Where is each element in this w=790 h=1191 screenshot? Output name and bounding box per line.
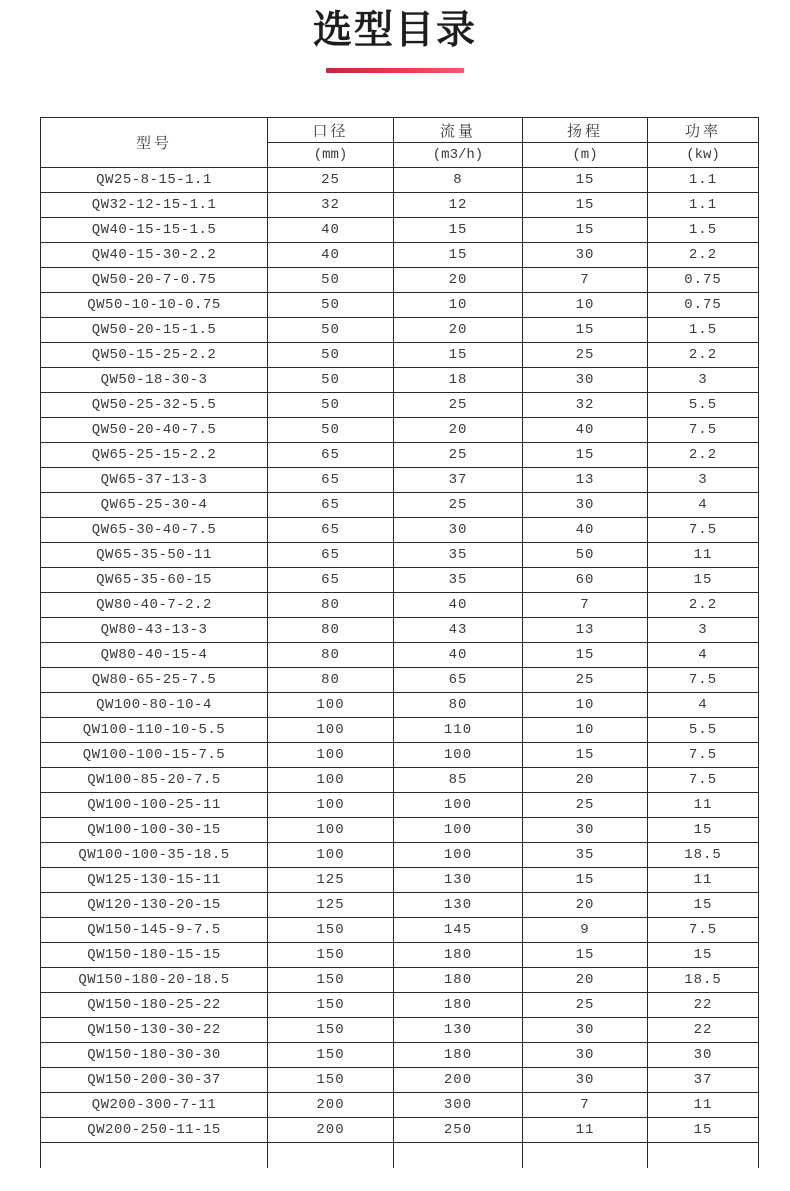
value-cell: 15: [523, 743, 648, 768]
value-cell: 25: [394, 393, 523, 418]
model-cell: QW40-15-15-1.5: [41, 218, 268, 243]
table-row: [41, 893, 759, 918]
value-cell: 7: [523, 593, 648, 618]
value-cell: 0.75: [648, 293, 759, 318]
table-row: [41, 968, 759, 993]
value-cell: 3: [648, 618, 759, 643]
value-cell: 150: [268, 918, 394, 943]
value-cell: 60: [523, 568, 648, 593]
table-row: [41, 318, 759, 343]
value-cell: 80: [268, 668, 394, 693]
value-cell: 40: [523, 418, 648, 443]
value-cell: 80: [268, 618, 394, 643]
value-cell: 2.2: [648, 443, 759, 468]
empty-cell: [523, 1143, 648, 1168]
header-flow-unit: (m3/h): [394, 143, 523, 168]
value-cell: 150: [268, 1068, 394, 1093]
value-cell: 130: [394, 868, 523, 893]
value-cell: 100: [268, 818, 394, 843]
value-cell: 40: [268, 243, 394, 268]
value-cell: 11: [648, 543, 759, 568]
value-cell: 25: [523, 343, 648, 368]
table-row: [41, 843, 759, 868]
value-cell: 20: [523, 768, 648, 793]
model-cell: QW200-250-11-15: [41, 1118, 268, 1143]
model-cell: QW80-43-13-3: [41, 618, 268, 643]
model-cell: QW50-18-30-3: [41, 368, 268, 393]
value-cell: 125: [268, 893, 394, 918]
model-cell: QW50-15-25-2.2: [41, 343, 268, 368]
value-cell: 15: [648, 1118, 759, 1143]
model-cell: QW65-35-50-11: [41, 543, 268, 568]
value-cell: 50: [268, 393, 394, 418]
table-row: [41, 1068, 759, 1093]
table-row: [41, 293, 759, 318]
model-cell: QW100-100-35-18.5: [41, 843, 268, 868]
model-cell: QW100-110-10-5.5: [41, 718, 268, 743]
value-cell: 80: [268, 643, 394, 668]
value-cell: 40: [523, 518, 648, 543]
table-row: [41, 1043, 759, 1068]
value-cell: 30: [648, 1043, 759, 1068]
model-cell: QW50-25-32-5.5: [41, 393, 268, 418]
value-cell: 5.5: [648, 393, 759, 418]
value-cell: 145: [394, 918, 523, 943]
value-cell: 65: [268, 568, 394, 593]
value-cell: 50: [268, 268, 394, 293]
value-cell: 20: [394, 318, 523, 343]
value-cell: 37: [648, 1068, 759, 1093]
value-cell: 65: [268, 443, 394, 468]
value-cell: 8: [394, 168, 523, 193]
value-cell: 18.5: [648, 968, 759, 993]
value-cell: 4: [648, 493, 759, 518]
value-cell: 20: [523, 968, 648, 993]
value-cell: 25: [523, 668, 648, 693]
value-cell: 30: [523, 1043, 648, 1068]
model-cell: QW80-40-15-4: [41, 643, 268, 668]
value-cell: 15: [523, 943, 648, 968]
table-row: [41, 668, 759, 693]
value-cell: 4: [648, 643, 759, 668]
model-cell: QW50-10-10-0.75: [41, 293, 268, 318]
value-cell: 65: [268, 468, 394, 493]
value-cell: 1.1: [648, 193, 759, 218]
empty-cell: [268, 1143, 394, 1168]
model-cell: QW100-85-20-7.5: [41, 768, 268, 793]
value-cell: 80: [268, 593, 394, 618]
header-bore: 口径: [268, 118, 394, 143]
model-cell: QW200-300-7-11: [41, 1093, 268, 1118]
value-cell: 100: [394, 818, 523, 843]
model-cell: QW65-37-13-3: [41, 468, 268, 493]
value-cell: 15: [523, 318, 648, 343]
value-cell: 150: [268, 968, 394, 993]
value-cell: 3: [648, 368, 759, 393]
header-row-names: [41, 118, 759, 143]
empty-cell: [648, 1143, 759, 1168]
model-cell: QW65-25-15-2.2: [41, 443, 268, 468]
header-power: 功率: [648, 118, 759, 143]
value-cell: 180: [394, 1043, 523, 1068]
table-row: [41, 868, 759, 893]
value-cell: 37: [394, 468, 523, 493]
header-head-unit: (m): [523, 143, 648, 168]
value-cell: 32: [268, 193, 394, 218]
table-row: [41, 193, 759, 218]
value-cell: 100: [268, 793, 394, 818]
table-row: [41, 468, 759, 493]
value-cell: 40: [394, 643, 523, 668]
value-cell: 50: [268, 293, 394, 318]
table-row: [41, 768, 759, 793]
value-cell: 25: [268, 168, 394, 193]
table-body: [41, 168, 759, 1168]
value-cell: 2.2: [648, 243, 759, 268]
value-cell: 7.5: [648, 668, 759, 693]
value-cell: 15: [394, 343, 523, 368]
model-cell: QW150-180-30-30: [41, 1043, 268, 1068]
table-row: [41, 418, 759, 443]
model-cell: QW100-100-30-15: [41, 818, 268, 843]
value-cell: 20: [394, 268, 523, 293]
value-cell: 10: [523, 718, 648, 743]
value-cell: 180: [394, 943, 523, 968]
table-row: [41, 568, 759, 593]
value-cell: 0.75: [648, 268, 759, 293]
value-cell: 12: [394, 193, 523, 218]
value-cell: 200: [268, 1118, 394, 1143]
value-cell: 150: [268, 1018, 394, 1043]
empty-cell: [394, 1143, 523, 1168]
value-cell: 150: [268, 943, 394, 968]
value-cell: 50: [268, 343, 394, 368]
value-cell: 30: [523, 243, 648, 268]
value-cell: 13: [523, 618, 648, 643]
value-cell: 7.5: [648, 743, 759, 768]
value-cell: 100: [394, 743, 523, 768]
value-cell: 35: [394, 543, 523, 568]
value-cell: 250: [394, 1118, 523, 1143]
model-cell: QW80-65-25-7.5: [41, 668, 268, 693]
table-row: [41, 1093, 759, 1118]
value-cell: 15: [523, 443, 648, 468]
value-cell: 300: [394, 1093, 523, 1118]
value-cell: 1.5: [648, 218, 759, 243]
value-cell: 43: [394, 618, 523, 643]
table-row: [41, 593, 759, 618]
model-cell: QW65-30-40-7.5: [41, 518, 268, 543]
value-cell: 22: [648, 1018, 759, 1043]
model-cell: QW50-20-7-0.75: [41, 268, 268, 293]
header-power-unit: (kw): [648, 143, 759, 168]
value-cell: 15: [394, 243, 523, 268]
table-row: [41, 393, 759, 418]
value-cell: 11: [648, 793, 759, 818]
value-cell: 7: [523, 268, 648, 293]
value-cell: 30: [523, 368, 648, 393]
table-row: [41, 1018, 759, 1043]
value-cell: 7: [523, 1093, 648, 1118]
value-cell: 9: [523, 918, 648, 943]
value-cell: 1.1: [648, 168, 759, 193]
value-cell: 7.5: [648, 918, 759, 943]
table-row: [41, 343, 759, 368]
value-cell: 20: [394, 418, 523, 443]
value-cell: 13: [523, 468, 648, 493]
table-row: [41, 743, 759, 768]
value-cell: 30: [523, 1018, 648, 1043]
value-cell: 10: [523, 693, 648, 718]
value-cell: 50: [268, 318, 394, 343]
model-cell: QW100-100-25-11: [41, 793, 268, 818]
value-cell: 35: [523, 843, 648, 868]
value-cell: 100: [268, 718, 394, 743]
value-cell: 180: [394, 968, 523, 993]
value-cell: 25: [523, 793, 648, 818]
value-cell: 15: [394, 218, 523, 243]
model-cell: QW150-130-30-22: [41, 1018, 268, 1043]
table-row: [41, 618, 759, 643]
table-header: [41, 118, 759, 168]
table-row: [41, 993, 759, 1018]
value-cell: 130: [394, 893, 523, 918]
value-cell: 100: [268, 743, 394, 768]
header-head: 扬程: [523, 118, 648, 143]
value-cell: 180: [394, 993, 523, 1018]
value-cell: 7.5: [648, 518, 759, 543]
table-row: [41, 268, 759, 293]
model-cell: QW80-40-7-2.2: [41, 593, 268, 618]
value-cell: 30: [523, 493, 648, 518]
value-cell: 30: [394, 518, 523, 543]
table-row: [41, 218, 759, 243]
selection-catalog-table: [40, 117, 759, 1168]
table-row: [41, 368, 759, 393]
table-row: [41, 943, 759, 968]
table-row: [41, 543, 759, 568]
value-cell: 50: [268, 418, 394, 443]
value-cell: 15: [523, 168, 648, 193]
value-cell: 3: [648, 468, 759, 493]
value-cell: 25: [523, 993, 648, 1018]
table-row: [41, 518, 759, 543]
model-cell: QW150-180-20-18.5: [41, 968, 268, 993]
value-cell: 150: [268, 1043, 394, 1068]
title-underline-accent: [326, 68, 464, 73]
value-cell: 50: [523, 543, 648, 568]
value-cell: 65: [268, 493, 394, 518]
model-cell: QW150-180-15-15: [41, 943, 268, 968]
table-row: [41, 818, 759, 843]
value-cell: 110: [394, 718, 523, 743]
value-cell: 10: [523, 293, 648, 318]
value-cell: 10: [394, 293, 523, 318]
header-bore-unit: (mm): [268, 143, 394, 168]
value-cell: 11: [523, 1118, 648, 1143]
value-cell: 18.5: [648, 843, 759, 868]
value-cell: 15: [523, 218, 648, 243]
value-cell: 15: [523, 643, 648, 668]
model-cell: QW125-130-15-11: [41, 868, 268, 893]
table-row: [41, 918, 759, 943]
model-cell: QW150-145-9-7.5: [41, 918, 268, 943]
table-row: [41, 243, 759, 268]
value-cell: 65: [268, 543, 394, 568]
value-cell: 100: [394, 793, 523, 818]
empty-cell: [41, 1143, 268, 1168]
table-row: [41, 793, 759, 818]
value-cell: 100: [268, 843, 394, 868]
table-row: [41, 693, 759, 718]
model-cell: QW100-80-10-4: [41, 693, 268, 718]
table-row: [41, 1118, 759, 1143]
model-cell: QW150-180-25-22: [41, 993, 268, 1018]
value-cell: 100: [268, 768, 394, 793]
model-cell: QW150-200-30-37: [41, 1068, 268, 1093]
value-cell: 100: [394, 843, 523, 868]
value-cell: 85: [394, 768, 523, 793]
value-cell: 15: [648, 893, 759, 918]
value-cell: 35: [394, 568, 523, 593]
value-cell: 125: [268, 868, 394, 893]
value-cell: 18: [394, 368, 523, 393]
value-cell: 32: [523, 393, 648, 418]
value-cell: 22: [648, 993, 759, 1018]
value-cell: 2.2: [648, 593, 759, 618]
value-cell: 5.5: [648, 718, 759, 743]
value-cell: 30: [523, 818, 648, 843]
value-cell: 40: [394, 593, 523, 618]
value-cell: 11: [648, 1093, 759, 1118]
model-cell: QW120-130-20-15: [41, 893, 268, 918]
header-flow: 流量: [394, 118, 523, 143]
value-cell: 80: [394, 693, 523, 718]
header-model: 型号: [41, 118, 268, 168]
value-cell: 4: [648, 693, 759, 718]
value-cell: 7.5: [648, 768, 759, 793]
table-row: [41, 493, 759, 518]
value-cell: 20: [523, 893, 648, 918]
model-cell: QW50-20-15-1.5: [41, 318, 268, 343]
value-cell: 25: [394, 493, 523, 518]
value-cell: 15: [523, 868, 648, 893]
table-row: [41, 443, 759, 468]
value-cell: 1.5: [648, 318, 759, 343]
table-row: [41, 168, 759, 193]
value-cell: 150: [268, 993, 394, 1018]
model-cell: QW100-100-15-7.5: [41, 743, 268, 768]
model-cell: QW40-15-30-2.2: [41, 243, 268, 268]
value-cell: 11: [648, 868, 759, 893]
value-cell: 40: [268, 218, 394, 243]
value-cell: 200: [268, 1093, 394, 1118]
model-cell: QW25-8-15-1.1: [41, 168, 268, 193]
model-cell: QW65-25-30-4: [41, 493, 268, 518]
value-cell: 65: [394, 668, 523, 693]
model-cell: QW50-20-40-7.5: [41, 418, 268, 443]
model-cell: QW32-12-15-1.1: [41, 193, 268, 218]
value-cell: 50: [268, 368, 394, 393]
value-cell: 100: [268, 693, 394, 718]
table-row: [41, 643, 759, 668]
table-row-partial: [41, 1143, 759, 1168]
value-cell: 7.5: [648, 418, 759, 443]
value-cell: 30: [523, 1068, 648, 1093]
value-cell: 65: [268, 518, 394, 543]
model-cell: QW65-35-60-15: [41, 568, 268, 593]
value-cell: 130: [394, 1018, 523, 1043]
value-cell: 15: [648, 818, 759, 843]
value-cell: 200: [394, 1068, 523, 1093]
value-cell: 25: [394, 443, 523, 468]
value-cell: 15: [523, 193, 648, 218]
value-cell: 2.2: [648, 343, 759, 368]
value-cell: 15: [648, 943, 759, 968]
table-row: [41, 718, 759, 743]
page-title: 选型目录: [312, 9, 477, 52]
value-cell: 15: [648, 568, 759, 593]
